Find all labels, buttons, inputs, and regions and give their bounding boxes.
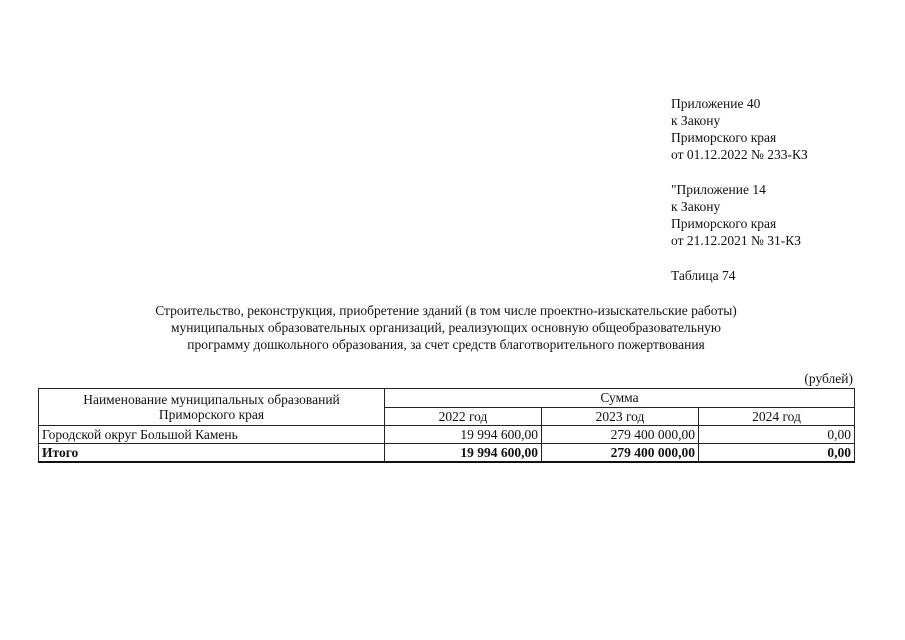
appendix-reference-current [671,95,808,163]
header-line: Наименование муниципальных образований [83,392,340,407]
header-row [39,389,855,408]
title-line: программу дошкольного образования, за счет средств благотворительного пожертвования [187,337,705,352]
appendix-line: от 21.12.2021 № 31-КЗ [671,233,801,248]
header-year-2024: 2024 год [699,407,855,426]
title-line: муниципальных образовательных организаций, реализующих основную общеобразовательную [171,320,721,335]
appendix-line: от 01.12.2022 № 233-КЗ [671,147,808,162]
row-value-2022: 19 994 600,00 [385,426,542,444]
total-label: Итого [39,444,385,463]
header-municipality [39,389,385,426]
units-label: (рублей) [804,371,853,386]
appendix-line: к Закону [671,113,721,128]
total-value-2024: 0,00 [699,444,855,463]
document-title [40,302,852,353]
total-row [39,444,855,463]
header-year-2022: 2022 год [385,407,542,426]
appendix-line: "Приложение 14 [671,182,766,197]
appendix-line: к Закону [671,199,721,214]
row-value-2023: 279 400 000,00 [542,426,699,444]
appendix-line: Приложение 40 [671,96,761,111]
table-row [39,426,855,444]
budget-table [38,388,855,463]
total-value-2023: 279 400 000,00 [542,444,699,463]
header-sum: Сумма [385,389,855,408]
appendix-line: Приморского края [671,216,777,231]
header-line: Приморского края [158,407,265,422]
appendix-reference-amended [671,181,801,249]
table-number: Таблица 74 [671,268,736,283]
title-line: Строительство, реконструкция, приобретение зданий (в том числе проектно-изыскательские работы) [155,303,737,318]
appendix-line: Приморского края [671,130,777,145]
header-year-2023: 2023 год [542,407,699,426]
row-municipality-name: Городской округ Большой Камень [39,426,385,444]
total-value-2022: 19 994 600,00 [385,444,542,463]
row-value-2024: 0,00 [699,426,855,444]
